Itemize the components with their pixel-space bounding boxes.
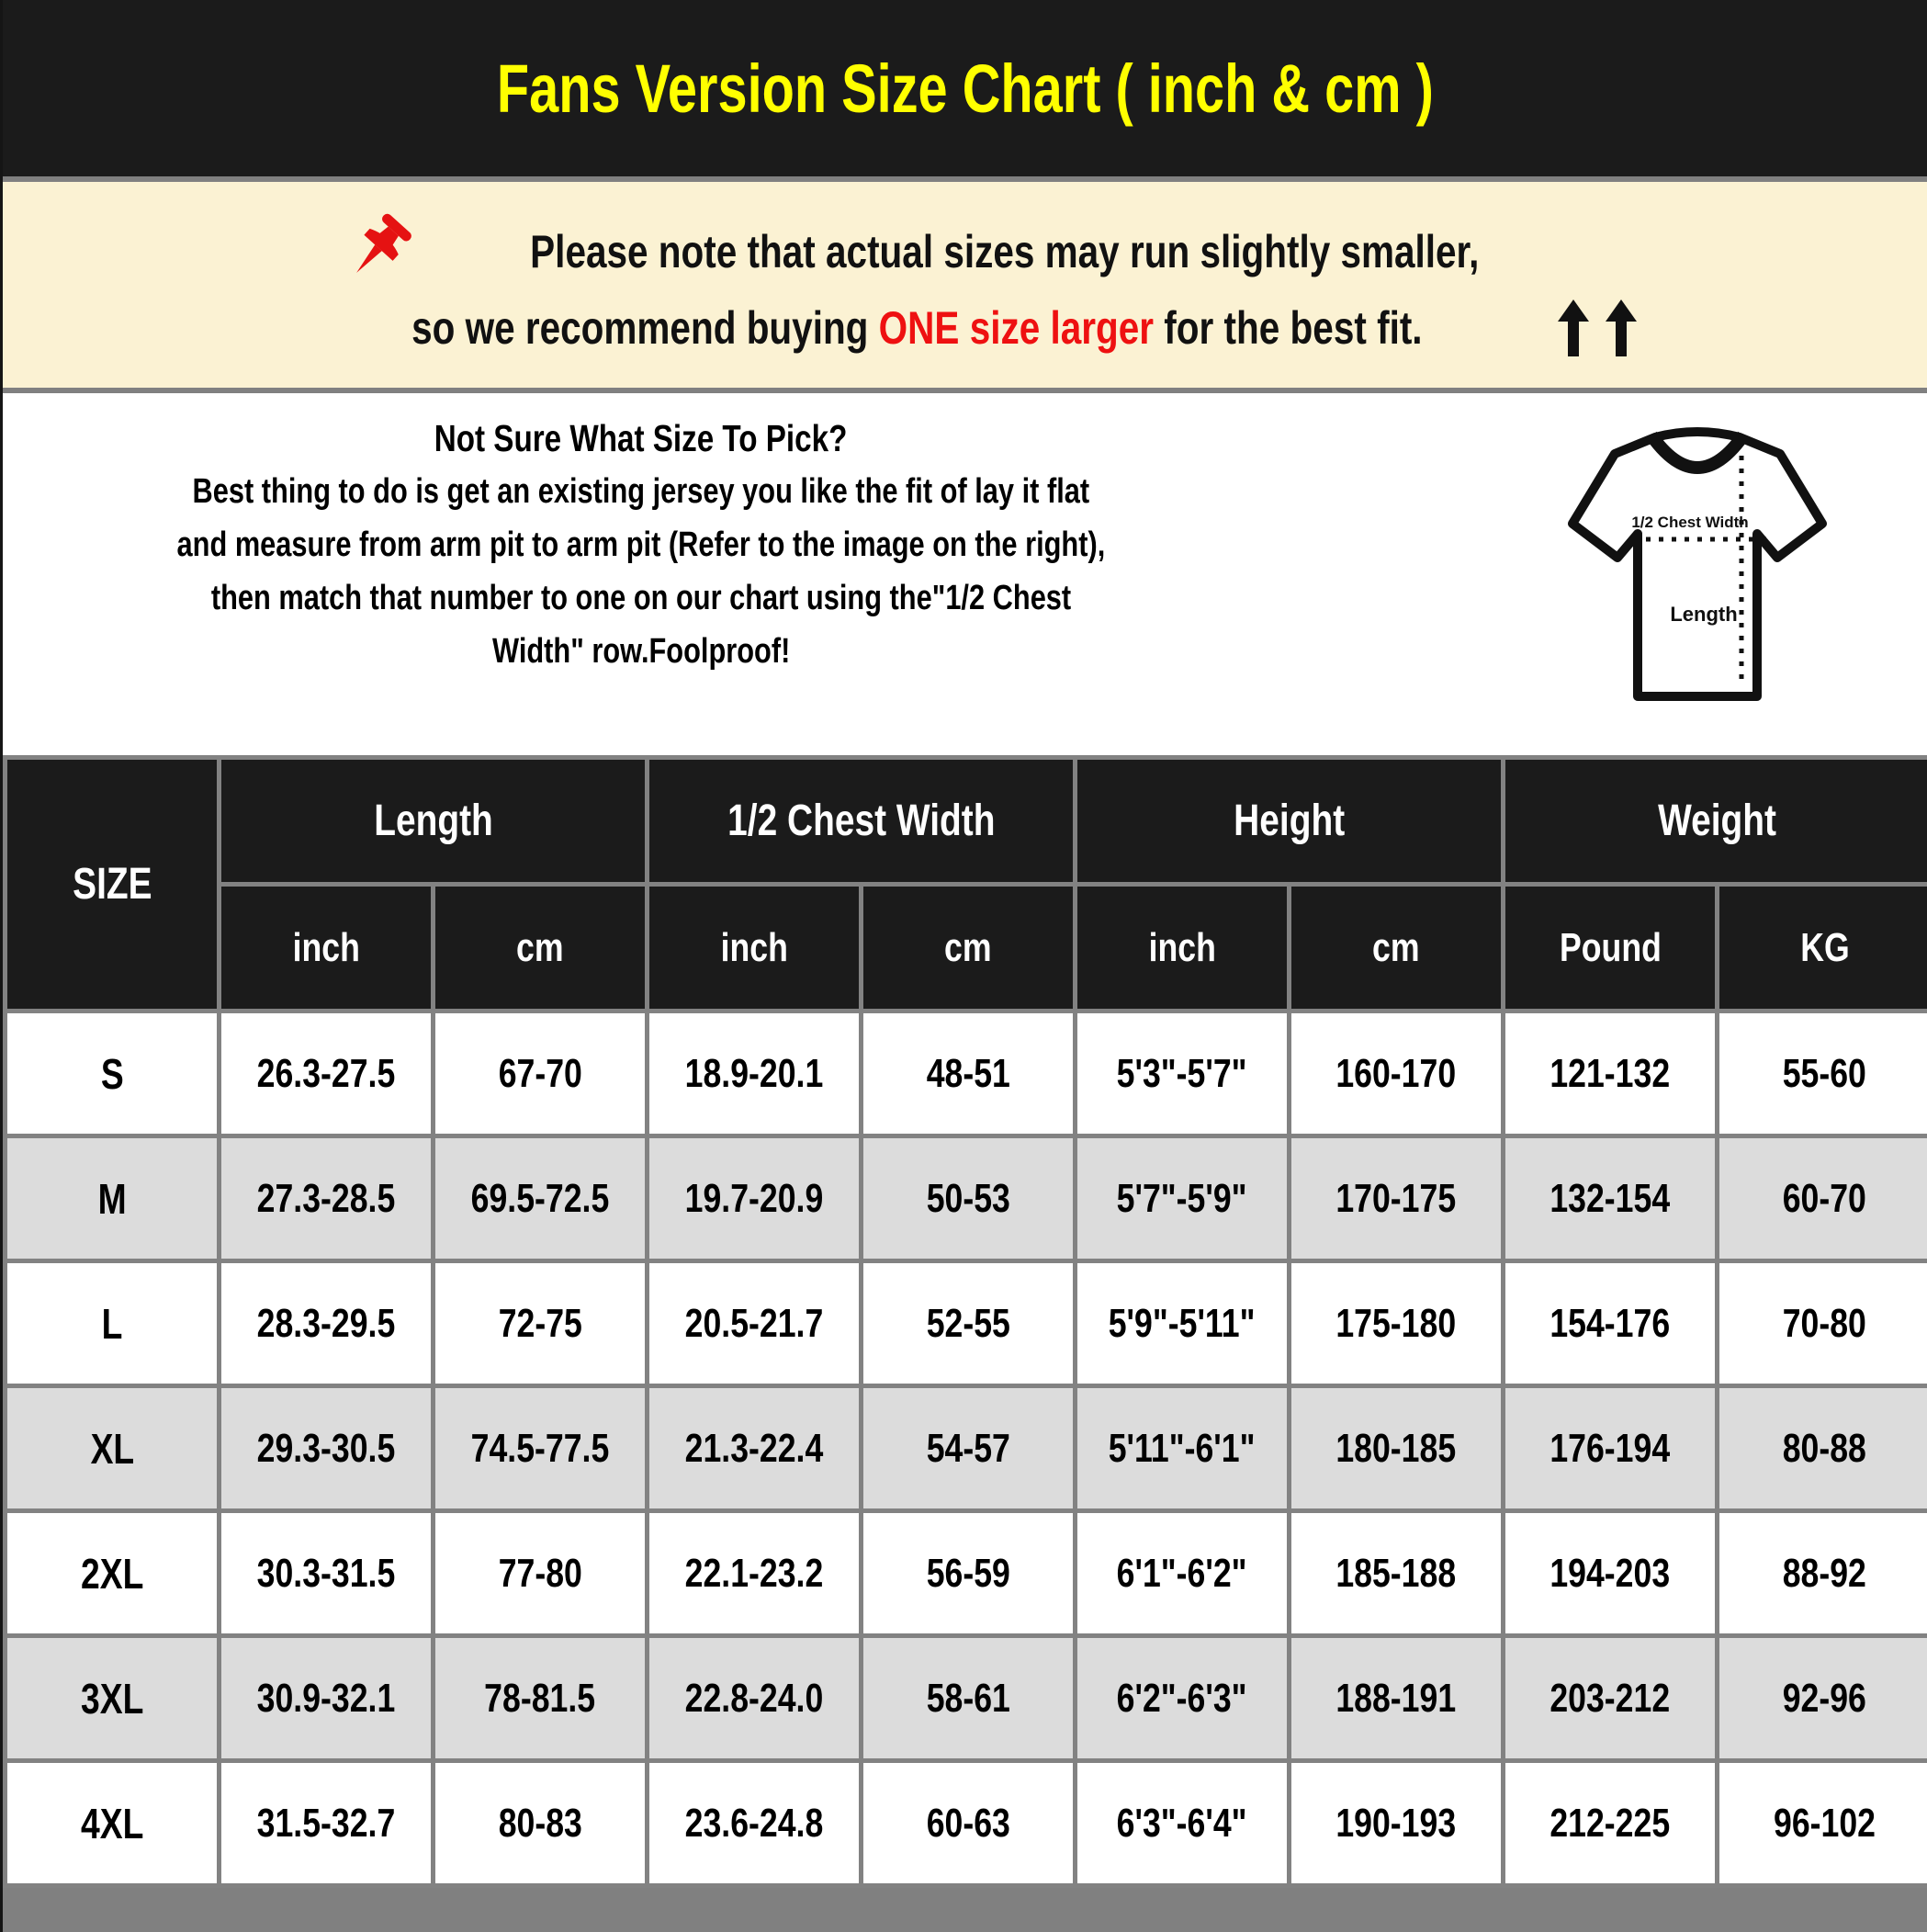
value-cell: 78-81.5 (434, 1636, 648, 1761)
size-cell: S (6, 1011, 220, 1136)
up-arrow-icon (1558, 299, 1589, 356)
notice-line-1-text: Please note that actual sizes may run slightly smaller, (529, 226, 1480, 277)
value-cell: 188-191 (1290, 1636, 1504, 1761)
value-cell: 5'3"-5'7" (1076, 1011, 1290, 1136)
table-group-header-row (6, 758, 1927, 885)
value-cell: 212-225 (1504, 1761, 1718, 1886)
value-cell: 18.9-20.1 (648, 1011, 862, 1136)
subheader-cell: cm (434, 885, 648, 1011)
subheader-cell: inch (220, 885, 434, 1011)
group-header-length-label: Length (373, 797, 493, 845)
value-cell: 5'11"-6'1" (1076, 1386, 1290, 1511)
size-table (3, 755, 1927, 1888)
table-row (6, 1261, 1927, 1386)
value-cell: 203-212 (1504, 1636, 1718, 1761)
value-cell: 20.5-21.7 (648, 1261, 862, 1386)
group-header-chest-width (648, 758, 1076, 885)
group-header-height-label: Height (1234, 797, 1346, 845)
guide-heading: Not Sure What Size To Pick? (434, 417, 848, 459)
notice-line-2-prefix: so we recommend buying (411, 302, 879, 354)
value-cell: 170-175 (1290, 1136, 1504, 1261)
guide-line-2: and measure from arm pit to arm pit (Refer to the image on the right), (176, 525, 1106, 564)
value-cell: 176-194 (1504, 1386, 1718, 1511)
value-cell: 28.3-29.5 (220, 1261, 434, 1386)
value-cell: 80-83 (434, 1761, 648, 1886)
table-header (6, 758, 1927, 1011)
group-header-chest-width-label: 1/2 Chest Width (727, 797, 996, 845)
guide-band (3, 393, 1927, 755)
value-cell: 74.5-77.5 (434, 1386, 648, 1511)
value-cell: 48-51 (862, 1011, 1076, 1136)
notice-line-2-text (411, 301, 1422, 355)
guide-line-4: Width" row.Foolproof! (491, 632, 791, 671)
table-row (6, 1636, 1927, 1761)
value-cell: 154-176 (1504, 1261, 1718, 1386)
subheader-cell: inch (1076, 885, 1290, 1011)
value-cell: 60-70 (1718, 1136, 1927, 1261)
value-cell: 22.1-23.2 (648, 1511, 862, 1636)
table-row (6, 1136, 1927, 1261)
value-cell: 23.6-24.8 (648, 1761, 862, 1886)
notice-highlight-text: ONE size larger (878, 302, 1155, 354)
table-subheader-row (6, 885, 1927, 1011)
chest-width-label: 1/2 Chest Width (1631, 514, 1749, 531)
pushpin-icon (340, 213, 417, 290)
group-header-weight-label: Weight (1658, 797, 1777, 845)
size-cell: M (6, 1136, 220, 1261)
table-body (6, 1011, 1927, 1886)
value-cell: 175-180 (1290, 1261, 1504, 1386)
size-cell: 3XL (6, 1636, 220, 1761)
value-cell: 80-88 (1718, 1386, 1927, 1511)
value-cell: 58-61 (862, 1636, 1076, 1761)
subheader-cell: inch (648, 885, 862, 1011)
value-cell: 27.3-28.5 (220, 1136, 434, 1261)
size-header-cell (6, 758, 220, 1011)
length-label: Length (1670, 603, 1738, 626)
value-cell: 22.8-24.0 (648, 1636, 862, 1761)
value-cell: 29.3-30.5 (220, 1386, 434, 1511)
notice-band (3, 182, 1927, 388)
guide-text-block (3, 412, 1279, 678)
value-cell: 67-70 (434, 1011, 648, 1136)
table-row (6, 1761, 1927, 1886)
value-cell: 185-188 (1290, 1511, 1504, 1636)
group-header-weight (1504, 758, 1927, 885)
value-cell: 190-193 (1290, 1761, 1504, 1886)
notice-line-2-suffix: for the best fit. (1154, 302, 1423, 354)
value-cell: 92-96 (1718, 1636, 1927, 1761)
up-arrow-icon (1606, 299, 1637, 356)
value-cell: 70-80 (1718, 1261, 1927, 1386)
title-band (3, 0, 1927, 176)
value-cell: 121-132 (1504, 1011, 1718, 1136)
subheader-cell: KG (1718, 885, 1927, 1011)
value-cell: 56-59 (862, 1511, 1076, 1636)
value-cell: 21.3-22.4 (648, 1386, 862, 1511)
size-header-label: SIZE (72, 860, 152, 909)
guide-line-3: then match that number to one on our chart using the"1/2 Chest (210, 579, 1072, 617)
value-cell: 160-170 (1290, 1011, 1504, 1136)
value-cell: 19.7-20.9 (648, 1136, 862, 1261)
value-cell: 26.3-27.5 (220, 1011, 434, 1136)
value-cell: 132-154 (1504, 1136, 1718, 1261)
value-cell: 6'2"-6'3" (1076, 1636, 1290, 1761)
subheader-cell: cm (1290, 885, 1504, 1011)
notice-line-2 (293, 299, 1637, 356)
value-cell: 96-102 (1718, 1761, 1927, 1886)
size-cell: 2XL (6, 1511, 220, 1636)
value-cell: 60-63 (862, 1761, 1076, 1886)
value-cell: 30.3-31.5 (220, 1511, 434, 1636)
value-cell: 50-53 (862, 1136, 1076, 1261)
value-cell: 5'7"-5'9" (1076, 1136, 1290, 1261)
value-cell: 194-203 (1504, 1511, 1718, 1636)
value-cell: 180-185 (1290, 1386, 1504, 1511)
size-cell: 4XL (6, 1761, 220, 1886)
subheader-cell: cm (862, 885, 1076, 1011)
value-cell: 69.5-72.5 (434, 1136, 648, 1261)
value-cell: 54-57 (862, 1386, 1076, 1511)
size-cell: L (6, 1261, 220, 1386)
value-cell: 52-55 (862, 1261, 1076, 1386)
value-cell: 88-92 (1718, 1511, 1927, 1636)
subheader-cell: Pound (1504, 885, 1718, 1011)
value-cell: 72-75 (434, 1261, 648, 1386)
table-row (6, 1511, 1927, 1636)
value-cell: 6'1"-6'2" (1076, 1511, 1290, 1636)
value-cell: 6'3"-6'4" (1076, 1761, 1290, 1886)
value-cell: 31.5-32.7 (220, 1761, 434, 1886)
guide-line-1: Best thing to do is get an existing jersey you like the fit of lay it flat (192, 472, 1090, 511)
value-cell: 55-60 (1718, 1011, 1927, 1136)
notice-line-1 (340, 213, 1591, 290)
page-title: Fans Version Size Chart ( inch & cm ) (496, 50, 1434, 127)
size-cell: XL (6, 1386, 220, 1511)
table-row (6, 1011, 1927, 1136)
group-header-height (1076, 758, 1504, 885)
value-cell: 5'9"-5'11" (1076, 1261, 1290, 1386)
table-row (6, 1386, 1927, 1511)
value-cell: 30.9-32.1 (220, 1636, 434, 1761)
value-cell: 77-80 (434, 1511, 648, 1636)
tshirt-diagram-icon (1560, 413, 1835, 717)
group-header-length (220, 758, 648, 885)
